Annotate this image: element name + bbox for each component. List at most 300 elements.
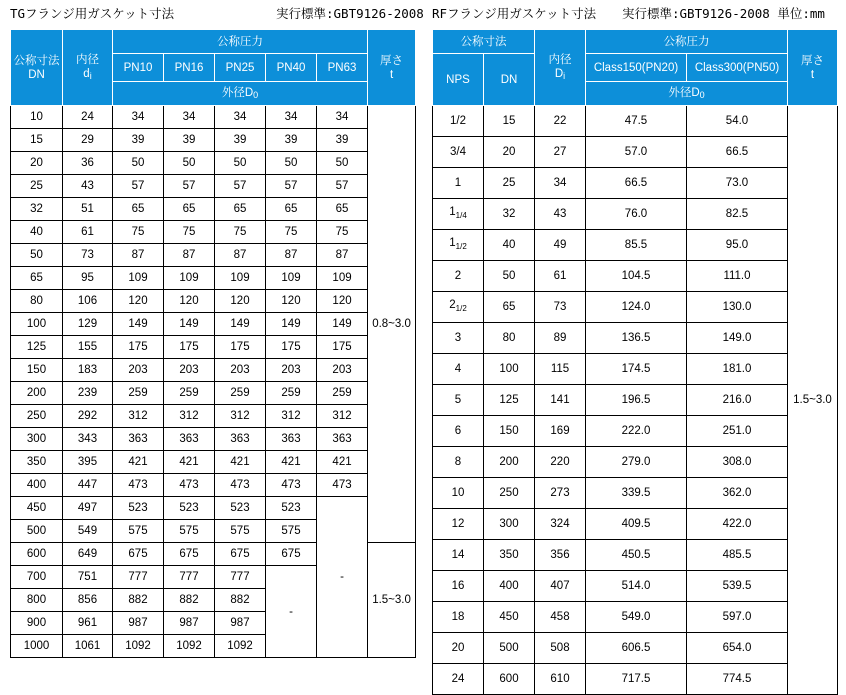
table-row [433,540,838,571]
table-row [433,168,838,199]
rf-cell-class300: 149.0 [687,323,788,354]
tg-cell-pn63: 473 [317,474,368,497]
tg-cell-di: 343 [63,428,113,451]
tg-cell-pn40: 149 [266,313,317,336]
tg-cell-pn25: 575 [215,520,266,543]
table-row [433,571,838,602]
tg-cell-pn16: 473 [164,474,215,497]
rf-cell-inner-diameter: 61 [535,261,586,292]
tg-cell-di: 447 [63,474,113,497]
tg-cell-pn40: 312 [266,405,317,428]
rf-cell-dn: 300 [484,509,535,540]
table-row [11,198,416,221]
tg-cell-dn: 20 [11,152,63,175]
tg-cell-pn16: 203 [164,359,215,382]
tg-cell-dn: 25 [11,175,63,198]
rf-cell-thickness: 1.5~3.0 [788,106,838,695]
tg-cell-pn16: 87 [164,244,215,267]
tg-cell-pn10: 75 [113,221,164,244]
rf-cell-class300: 774.5 [687,664,788,695]
tg-cell-dn: 150 [11,359,63,382]
tg-cell-pn40: 363 [266,428,317,451]
tg-cell-pn10: 87 [113,244,164,267]
table-row [11,451,416,474]
tg-cell-pn10: 259 [113,382,164,405]
rf-cell-inner-diameter: 610 [535,664,586,695]
table-row [11,175,416,198]
tg-cell-dn: 350 [11,451,63,474]
tg-cell-pn40: 175 [266,336,317,359]
table-row [11,428,416,451]
tg-cell-di: 129 [63,313,113,336]
tg-cell-pn25: 421 [215,451,266,474]
rf-cell-class300: 66.5 [687,137,788,168]
table-row [433,261,838,292]
tg-cell-di: 29 [63,129,113,152]
tg-cell-pn63: 312 [317,405,368,428]
tg-cell-dn: 400 [11,474,63,497]
rf-cell-nps: 6 [433,416,484,447]
tg-cell-pn16: 120 [164,290,215,313]
tg-cell-pn63: 259 [317,382,368,405]
tg-cell-di: 856 [63,589,113,612]
rf-cell-class150: 196.5 [586,385,687,416]
rf-cell-class300: 95.0 [687,230,788,261]
rf-cell-class300: 654.0 [687,633,788,664]
rf-cell-nps: 3/4 [433,137,484,168]
rf-cell-inner-diameter: 22 [535,106,586,137]
rf-cell-dn: 400 [484,571,535,602]
rf-cell-class300: 597.0 [687,602,788,633]
tg-cell-dn: 32 [11,198,63,221]
table-row [433,633,838,664]
rf-gasket-table [432,29,838,695]
tg-cell-pn16: 57 [164,175,215,198]
table-row [11,106,416,129]
table-row [11,474,416,497]
table-row [11,382,416,405]
tg-header-pressure: 公称圧力 [113,30,368,54]
rf-cell-nps: $2_{1/2}$ [433,292,484,323]
rf-cell-nps: 1/2 [433,106,484,137]
table-row [433,385,838,416]
tg-cell-di: 43 [63,175,113,198]
tg-cell-pn63: 149 [317,313,368,336]
tg-cell-pn16: 50 [164,152,215,175]
rf-cell-class300: 181.0 [687,354,788,385]
rf-cell-dn: 500 [484,633,535,664]
table-row [433,602,838,633]
table-row [433,447,838,478]
tg-cell-pn16: 1092 [164,635,215,658]
rf-cell-class150: 279.0 [586,447,687,478]
tg-cell-dn: 700 [11,566,63,589]
tg-cell-pn25: 675 [215,543,266,566]
tg-cell-pn10: 312 [113,405,164,428]
table-row [433,106,838,137]
tg-cell-pn10: 57 [113,175,164,198]
table-row [433,416,838,447]
rf-cell-class300: 422.0 [687,509,788,540]
rf-cell-inner-diameter: 273 [535,478,586,509]
tg-cell-di: 292 [63,405,113,428]
tg-cell-pn10: 203 [113,359,164,382]
rf-cell-inner-diameter: 356 [535,540,586,571]
tg-cell-di: 95 [63,267,113,290]
tg-cell-pn10: 575 [113,520,164,543]
tg-cell-di: 36 [63,152,113,175]
tg-cell-pn10: 473 [113,474,164,497]
rf-cell-class300: 54.0 [687,106,788,137]
tg-cell-pn16: 421 [164,451,215,474]
table-row [433,199,838,230]
tg-cell-dn: 800 [11,589,63,612]
rf-cell-class150: 104.5 [586,261,687,292]
tg-cell-dn: 10 [11,106,63,129]
tg-cell-pn16: 34 [164,106,215,129]
tg-cell-dn: 500 [11,520,63,543]
tg-cell-di: 61 [63,221,113,244]
rf-cell-class150: 409.5 [586,509,687,540]
tg-cell-pn25: 987 [215,612,266,635]
rf-cell-dn: 40 [484,230,535,261]
rf-cell-nps: 5 [433,385,484,416]
rf-cell-inner-diameter: 220 [535,447,586,478]
rf-cell-nps: 2 [433,261,484,292]
rf-cell-nps: 12 [433,509,484,540]
tg-cell-pn40: 575 [266,520,317,543]
tg-cell-dn: 300 [11,428,63,451]
table-row [11,290,416,313]
tg-cell-pn63: 363 [317,428,368,451]
tg-cell-di: 497 [63,497,113,520]
rf-cell-inner-diameter: 458 [535,602,586,633]
rf-cell-nps: 16 [433,571,484,602]
rf-cell-inner-diameter: 508 [535,633,586,664]
tg-cell-pn16: 259 [164,382,215,405]
tg-cell-pn63: 87 [317,244,368,267]
tg-cell-pn10: 523 [113,497,164,520]
rf-cell-class150: 174.5 [586,354,687,385]
rf-cell-nps: 18 [433,602,484,633]
rf-cell-dn: 20 [484,137,535,168]
rf-cell-inner-diameter: 89 [535,323,586,354]
tg-cell-pn16: 75 [164,221,215,244]
tg-cell-pn40: 75 [266,221,317,244]
tg-cell-pn10: 175 [113,336,164,359]
tg-cell-pn16: 777 [164,566,215,589]
rf-cell-dn: 150 [484,416,535,447]
tg-cell-thickness: 1.5~3.0 [368,543,416,658]
tg-cell-dn: 450 [11,497,63,520]
tg-cell-pn16: 675 [164,543,215,566]
table-row [11,336,416,359]
rf-cell-class150: 717.5 [586,664,687,695]
rf-cell-class300: 130.0 [687,292,788,323]
rf-header-thickness: 厚さ t [788,30,838,106]
rf-cell-class150: 85.5 [586,230,687,261]
rf-cell-class150: 339.5 [586,478,687,509]
rf-cell-nps: 14 [433,540,484,571]
rf-header-outer-diameter: 外径D0 [586,82,788,106]
tg-cell-pn10: 65 [113,198,164,221]
table-row [433,292,838,323]
rf-cell-class150: 549.0 [586,602,687,633]
tg-cell-dn: 50 [11,244,63,267]
tg-cell-pn10: 39 [113,129,164,152]
tg-cell-di: 106 [63,290,113,313]
tg-cell-dn: 900 [11,612,63,635]
tg-cell-pn40: 39 [266,129,317,152]
rf-cell-class150: 66.5 [586,168,687,199]
tg-cell-pn63-dash: - [317,497,368,658]
tg-header-pn63: PN63 [317,54,368,82]
rf-cell-inner-diameter: 141 [535,385,586,416]
tg-cell-pn63: 75 [317,221,368,244]
table-row [11,267,416,290]
tg-cell-pn63: 175 [317,336,368,359]
rf-cell-class300: 362.0 [687,478,788,509]
rf-cell-class300: 539.5 [687,571,788,602]
rf-cell-dn: 100 [484,354,535,385]
rf-cell-class300: 82.5 [687,199,788,230]
tg-cell-di: 395 [63,451,113,474]
table-row [433,478,838,509]
tg-header-thickness: 厚さ t [368,30,416,106]
tg-cell-dn: 600 [11,543,63,566]
rf-cell-class150: 450.5 [586,540,687,571]
rf-cell-class150: 76.0 [586,199,687,230]
tg-cell-pn40: 259 [266,382,317,405]
tg-cell-pn40: 523 [266,497,317,520]
tg-cell-pn63: 65 [317,198,368,221]
rf-cell-nps: 3 [433,323,484,354]
table-row [11,497,416,520]
rf-cell-class300: 216.0 [687,385,788,416]
tg-cell-pn40-dash: - [266,566,317,658]
tg-cell-pn25: 65 [215,198,266,221]
tg-cell-di: 961 [63,612,113,635]
rf-cell-dn: 350 [484,540,535,571]
tg-cell-pn10: 1092 [113,635,164,658]
tg-cell-di: 183 [63,359,113,382]
tg-cell-di: 155 [63,336,113,359]
tg-header-pn10: PN10 [113,54,164,82]
tg-cell-pn63: 109 [317,267,368,290]
tg-cell-pn10: 120 [113,290,164,313]
rf-cell-nps: $1_{1/4}$ [433,199,484,230]
tg-cell-pn10: 363 [113,428,164,451]
tg-cell-pn25: 259 [215,382,266,405]
tg-standard-label: 実行標準:GBT9126-2008 [276,6,424,21]
rf-header-nominal: 公称寸法 [433,30,535,54]
table-row [11,221,416,244]
rf-cell-inner-diameter: 324 [535,509,586,540]
tg-cell-pn25: 203 [215,359,266,382]
tg-header-pn16: PN16 [164,54,215,82]
rf-cell-nps: 10 [433,478,484,509]
rf-cell-class300: 73.0 [687,168,788,199]
table-row [433,137,838,168]
tg-cell-di: 73 [63,244,113,267]
tg-cell-pn16: 575 [164,520,215,543]
rf-cell-dn: 200 [484,447,535,478]
tg-cell-pn40: 203 [266,359,317,382]
rf-header-nps: NPS [433,54,484,106]
tg-cell-pn25: 312 [215,405,266,428]
tg-cell-pn16: 987 [164,612,215,635]
rf-cell-nps: 20 [433,633,484,664]
rf-header-dn: DN [484,54,535,106]
rf-cell-class300: 485.5 [687,540,788,571]
table-row [433,664,838,695]
tg-cell-pn16: 175 [164,336,215,359]
tg-cell-pn16: 523 [164,497,215,520]
tg-cell-pn25: 57 [215,175,266,198]
tg-cell-pn25: 523 [215,497,266,520]
rf-cell-class150: 222.0 [586,416,687,447]
rf-cell-class150: 606.5 [586,633,687,664]
rf-cell-inner-diameter: 73 [535,292,586,323]
rf-cell-dn: 65 [484,292,535,323]
rf-cell-dn: 50 [484,261,535,292]
rf-cell-class300: 111.0 [687,261,788,292]
tg-cell-pn40: 675 [266,543,317,566]
tg-cell-pn63: 421 [317,451,368,474]
tg-cell-pn40: 57 [266,175,317,198]
tg-cell-pn25: 1092 [215,635,266,658]
tg-cell-dn: 65 [11,267,63,290]
tg-cell-pn16: 149 [164,313,215,336]
tg-cell-pn40: 421 [266,451,317,474]
rf-cell-nps: 24 [433,664,484,695]
tg-cell-pn25: 109 [215,267,266,290]
rf-cell-dn: 450 [484,602,535,633]
tg-cell-di: 51 [63,198,113,221]
rf-standard-label: 実行標準:GBT9126-2008 単位:mm [622,6,825,21]
tg-cell-pn25: 120 [215,290,266,313]
tg-cell-pn63: 120 [317,290,368,313]
rf-cell-inner-diameter: 43 [535,199,586,230]
rf-cell-inner-diameter: 407 [535,571,586,602]
tg-header-dn: 公称寸法 DN [11,30,63,106]
tg-cell-thickness: 0.8~3.0 [368,106,416,543]
tg-cell-pn63: 57 [317,175,368,198]
rf-cell-class150: 136.5 [586,323,687,354]
tg-header-pn25: PN25 [215,54,266,82]
tg-cell-dn: 125 [11,336,63,359]
rf-cell-inner-diameter: 169 [535,416,586,447]
table-row [11,313,416,336]
tg-cell-pn25: 363 [215,428,266,451]
tg-cell-dn: 100 [11,313,63,336]
tg-cell-di: 649 [63,543,113,566]
tg-cell-pn16: 65 [164,198,215,221]
tg-cell-pn40: 109 [266,267,317,290]
tg-cell-dn: 80 [11,290,63,313]
tg-cell-pn63: 39 [317,129,368,152]
rf-cell-dn: 15 [484,106,535,137]
tg-gasket-table [10,29,416,658]
rf-cell-inner-diameter: 49 [535,230,586,261]
rf-cell-dn: 250 [484,478,535,509]
tg-cell-di: 239 [63,382,113,405]
tg-cell-pn25: 87 [215,244,266,267]
rf-cell-nps: 8 [433,447,484,478]
tg-cell-pn40: 473 [266,474,317,497]
tg-cell-dn: 200 [11,382,63,405]
tg-cell-dn: 15 [11,129,63,152]
rf-cell-dn: 125 [484,385,535,416]
tg-cell-pn25: 882 [215,589,266,612]
tg-cell-pn25: 39 [215,129,266,152]
rf-cell-dn: 600 [484,664,535,695]
rf-cell-inner-diameter: 34 [535,168,586,199]
tg-cell-di: 1061 [63,635,113,658]
tg-cell-pn25: 175 [215,336,266,359]
tg-cell-pn25: 34 [215,106,266,129]
rf-cell-class150: 47.5 [586,106,687,137]
tg-cell-pn63: 34 [317,106,368,129]
tg-cell-pn63: 203 [317,359,368,382]
tg-cell-pn40: 87 [266,244,317,267]
tg-cell-di: 549 [63,520,113,543]
tg-cell-pn25: 149 [215,313,266,336]
rf-cell-nps: $1_{1/2}$ [433,230,484,261]
rf-cell-dn: 25 [484,168,535,199]
tg-cell-di: 24 [63,106,113,129]
table-row [11,129,416,152]
tg-cell-dn: 250 [11,405,63,428]
tg-cell-dn: 1000 [11,635,63,658]
tg-cell-di: 751 [63,566,113,589]
tg-cell-pn25: 75 [215,221,266,244]
tg-cell-pn16: 109 [164,267,215,290]
rf-cell-inner-diameter: 27 [535,137,586,168]
tg-cell-pn16: 312 [164,405,215,428]
rf-cell-class150: 514.0 [586,571,687,602]
tg-table-title: TGフランジ用ガスケット寸法 [10,6,175,21]
rf-cell-dn: 32 [484,199,535,230]
tg-cell-pn40: 34 [266,106,317,129]
table-row [433,323,838,354]
tg-header-outer-diameter: 外径D0 [113,82,368,106]
tg-cell-pn63: 50 [317,152,368,175]
tg-header-inner-diameter: 内径 di [63,30,113,106]
table-row [433,509,838,540]
table-row [11,405,416,428]
table-row [433,230,838,261]
rf-header-inner-diameter: 内径 Di [535,30,586,106]
rf-cell-inner-diameter: 115 [535,354,586,385]
tg-cell-pn40: 65 [266,198,317,221]
tg-cell-pn16: 363 [164,428,215,451]
table-row [433,354,838,385]
tg-cell-pn25: 473 [215,474,266,497]
rf-cell-class150: 57.0 [586,137,687,168]
rf-header-class300: Class300(PN50) [687,54,788,82]
tg-cell-pn16: 882 [164,589,215,612]
tg-cell-pn10: 34 [113,106,164,129]
tg-cell-pn10: 109 [113,267,164,290]
rf-cell-nps: 1 [433,168,484,199]
tg-cell-pn10: 149 [113,313,164,336]
tg-cell-pn25: 777 [215,566,266,589]
rf-cell-class150: 124.0 [586,292,687,323]
tg-cell-pn10: 882 [113,589,164,612]
tg-cell-pn10: 987 [113,612,164,635]
tg-header-pn40: PN40 [266,54,317,82]
